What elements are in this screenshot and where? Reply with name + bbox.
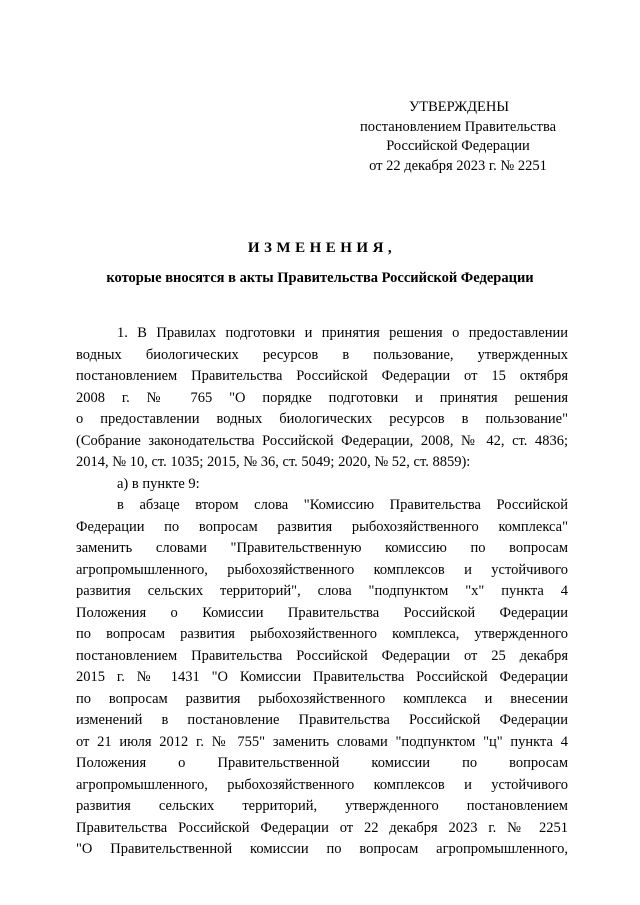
approval-stamp — [338, 98, 578, 176]
text-line: Положения о Комиссии Правительства Российской Федерации — [76, 604, 568, 621]
text-line: (Собрание законодательства Российской Федерации, 2008, № 42, ст. 4836; — [76, 432, 568, 449]
text-line: по вопросам развития рыбохозяйственного комплекса и внесении — [76, 690, 568, 707]
text-line: от 21 июля 2012 г. № 755" заменить словами "подпунктом "ц" пункта 4 — [76, 733, 568, 750]
text-line: постановлением Правительства Российской Федерации от 15 октября — [76, 368, 568, 384]
text-line: 2014, № 10, ст. 1035; 2015, № 36, ст. 5049; 2020, № 52, ст. 8859): — [76, 454, 471, 470]
approval-line: от 22 декабря 2023 г. № 2251 — [369, 157, 547, 174]
text-line: Правительства Российской Федерации от 22 декабря 2023 г. № 2251 — [76, 819, 568, 836]
approval-line: постановлением Правительства — [359, 118, 557, 135]
approval-heading: УТВЕРЖДЕНЫ — [408, 99, 510, 115]
text-line: развития сельских территорий, утвержденного постановлением — [76, 798, 568, 814]
text-line: о предоставлении водных биологических ресурсов в пользование" — [76, 411, 568, 427]
text-line: в абзаце втором слова "Комиссию Правительства Российской — [117, 497, 568, 513]
document-title: ИЗМЕНЕНИЯ, — [247, 240, 397, 256]
paragraph-1 — [76, 323, 568, 474]
paragraph-3 — [76, 495, 568, 861]
text-line: Федерации по вопросам развития рыбохозяйственного комплекса" — [76, 518, 568, 535]
paragraph-2 — [76, 474, 568, 496]
text-line: по вопросам развития рыбохозяйственного комплекса, утвержденного — [76, 626, 568, 642]
text-line: изменений в постановление Правительства Российской Федерации — [76, 712, 568, 728]
text-line: "О Правительственной комиссии по вопросам агропромышленного, — [76, 841, 568, 857]
text-line: 2008 г. № 765 "О порядке подготовки и принятия решения — [76, 389, 568, 406]
approval-line: Российской Федерации — [386, 138, 530, 154]
text-line: водных биологических ресурсов в пользование, утвержденных — [76, 346, 568, 363]
text-line: заменить словами "Правительственную комиссию по вопросам — [76, 540, 568, 556]
text-line: 2015 г. № 1431 "О Комиссии Правительства Российской Федерации — [76, 669, 568, 685]
text-line: Положения о Правительственной комиссии по вопросам — [76, 755, 568, 771]
text-line: агропромышленного, рыбохозяйственного комплексов и устойчивого — [76, 561, 568, 578]
text-line: 1. В Правилах подготовки и принятия решения о предоставлении — [117, 325, 568, 341]
document-subtitle: которые вносятся в акты Правительства Российской Федерации — [106, 270, 534, 286]
text-line: агропромышленного, рыбохозяйственного комплексов и устойчивого — [76, 776, 568, 793]
text-line: а) в пункте 9: — [117, 475, 200, 492]
text-line: постановлением Правительства Российской Федерации от 25 декабря — [76, 647, 568, 664]
text-line: развития сельских территорий", слова "подпунктом "х" пункта 4 — [76, 583, 568, 599]
document-body — [76, 323, 568, 861]
